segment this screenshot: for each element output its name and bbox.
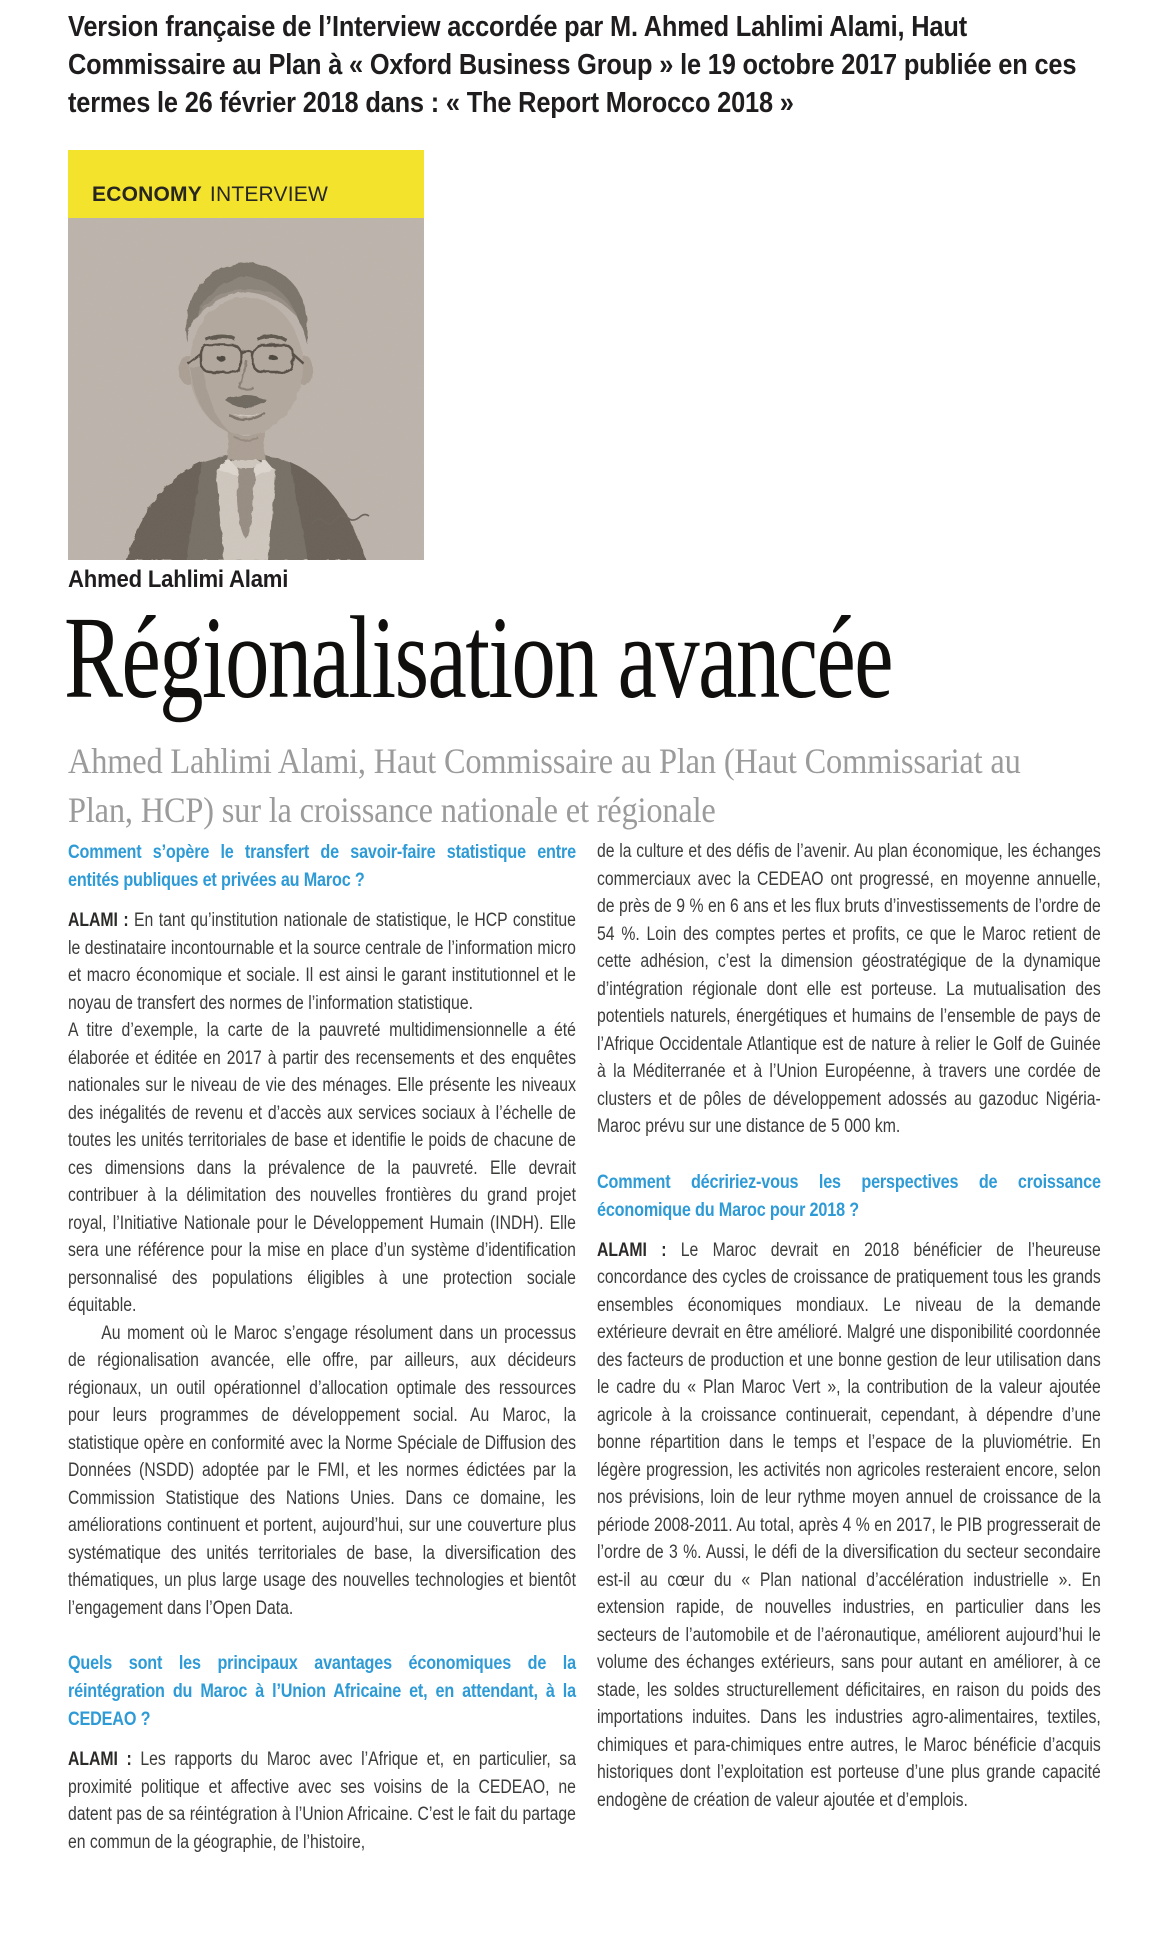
answer-3-para-1 [597,1237,1101,1815]
photo-caption: Ahmed Lahlimi Alami [68,566,289,593]
answer-3-text: Le Maroc devrait en 2018 bénéficier de l’heureuse concordance des cycles de croissance de pratiquement tous les grands ensembles économiques mondiaux. Le niveau de la demande extérieure devrait en être amélioré. Malgré une disponibilité coordonnée des facteurs de production et une bonne gestion de leur utilisation dans le cadre du « Plan Maroc Vert », la contribution de la valeur ajoutée agricole à la croissance continuerait, cependant, à dépendre d’une bonne répartition dans le temps et l’espace de la pluviométrie. En légère progression, les activités non agricoles resteraient encore, selon nos prévisions, loin de leur rythme moyen annuel de croissance de la période 2008-2011. Au total, après 4 % en 2017, le PIB progresserait de l’ordre de 3 %. Aussi, le défi de la diversification du secteur secondaire est-il au cœur du « Plan national d’accélération industrielle ». En extension rapide, de nouvelles industries, en particulier dans les secteurs de l’automobile et de l’aéronautique, améliorent aujourd’hui le volume des échanges extérieurs, sans pour autant en améliorer, à ce stade, les soldes structurellement déficitaires, en raison du poids des importations induites. Dans les industries agro-alimentaires, textiles, chimiques et para-chimiques entre autres, le Maroc bénéficie d’acquis historiques dont l’exploitation est porteuse d’une plus grande capacité endogène de création de valeur ajoutée et d’emplois. [597,1239,1101,1811]
question-1: Comment s’opère le transfert de savoir-faire statistique entre entités publiques et privées au Maroc ? [68,841,576,891]
alami-label: ALAMI : [597,1239,667,1261]
answer-2-continuation: de la culture et des défis de l’avenir. Au plan économique, les échanges commerciaux avec la CEDEAO ont progressé, en moyenne annuelle, de près de 9 % en 6 ans et les flux bruts d’investissements de l’ordre de 54 %. Loin des comptes pertes et profits, ce que le Maroc retient de cette adhésion, c’est la dimension géostratégique de la dynamique d’intégration régionale dont elle est porteuse. La mutualisation des potentiels naturels, énergétiques et humains de l’ensemble de pays de l’Afrique Occidentale Atlantique est de nature à relier le Golf de Guinée à la Méditerranée et à l’Union Européenne, à travers une cordée de clusters et de pôles de développement adossés au gazoduc Nigéria-Maroc prévu sur une distance de 5 000 km. [597,841,1101,1137]
article-title: Régionalisation avancée [64,592,893,723]
article-body [0,838,1163,1933]
article-subtitle: Ahmed Lahlimi Alami, Haut Commissaire au Plan (Haut Commissariat au Plan, HCP) sur la croissance nationale et régionale [68,741,1021,830]
banner-economy-label: ECONOMY [92,183,202,206]
photo-block [68,150,424,560]
intro-paragraph: Version française de l’Interview accordée par M. Ahmed Lahlimi Alami, Haut Commissaire au Plan à « Oxford Business Group » le 19 octobre 2017 publiée en ces termes le 26 février 2018 dans : « The Report Morocco 2018 » [68,11,1077,119]
banner-interview-label: INTERVIEW [209,183,329,206]
answer-1-para-2: A titre d’exemple, la carte de la pauvreté multidimensionnelle a été élaborée et éditée en 2017 à partir des recensements et des enquêtes nationales sur le niveau de vie des ménages. Elle présente les niveaux des inégalités de revenu et d’accès aux services sociaux à l’échelle de toutes les unités territoriales de base et identifie le poids de chacune de ces dimensions dans la prévalence de la pauvreté. Elle devrait contribuer à la délimitation des nouvelles frontières du grand projet royal, l’Initiative Nationale pour le Développement Humain (INDH). Elle sera une référence pour la mise en place d’un système d’identification personnalisé des populations éligibles à une protection sociale équitable. [68,1020,576,1316]
column-right [597,838,1101,1814]
alami-label: ALAMI : [68,910,129,931]
answer-1-text: En tant qu’institution nationale de statistique, le HCP constitue le destinataire incontournable et la source centrale de l’information micro et macro économique et sociale. Il est ainsi le garant institutionnel et le noyau de transfert des normes de l’information statistique. [68,910,576,1014]
section-banner [68,150,424,218]
answer-1-para-1 [68,907,576,1017]
answer-2-para-1 [68,1746,576,1856]
answer-1-para-3: Au moment où le Maroc s’engage résolument dans un processus de régionalisation avancée, elle offre, par ailleurs, aux décideurs régionaux, un outil opérationnel d’allocation optimale des ressources pour leurs programmes de développement social. Au Maroc, la statistique opère en conformité avec la Norme Spéciale de Diffusion des Données (NSDD) adoptée par le FMI, et les normes édictées par la Commission Statistique des Nations Unies. Dans ce domaine, les améliorations continuent et portent, aujourd’hui, sur une couverture plus systématique des unités territoriales de base, la diversification des thématiques, un plus large usage des nouvelles technologies et bientôt l’engagement dans l’Open Data. [68,1322,576,1619]
paper-grain-overlay [68,218,424,560]
alami-label: ALAMI : [68,1749,132,1770]
question-2: Quels sont les principaux avantages économiques de la réintégration du Maroc à l’Union Africaine et, en attendant, à la CEDEAO ? [68,1652,576,1730]
column-left [68,838,576,1856]
portrait-sketch-image [68,218,424,560]
question-3: Comment décririez-vous les perspectives de croissance économique du Maroc pour 2018 ? [597,1170,1101,1221]
answer-2-text: Les rapports du Maroc avec l’Afrique et, en particulier, sa proximité politique et affective avec ses voisins de la CEDEAO, ne datent pas de sa réintégration à l’Union Africaine. C’est le fait du partage en commun de la géographie, de l’histoire, [68,1749,576,1853]
